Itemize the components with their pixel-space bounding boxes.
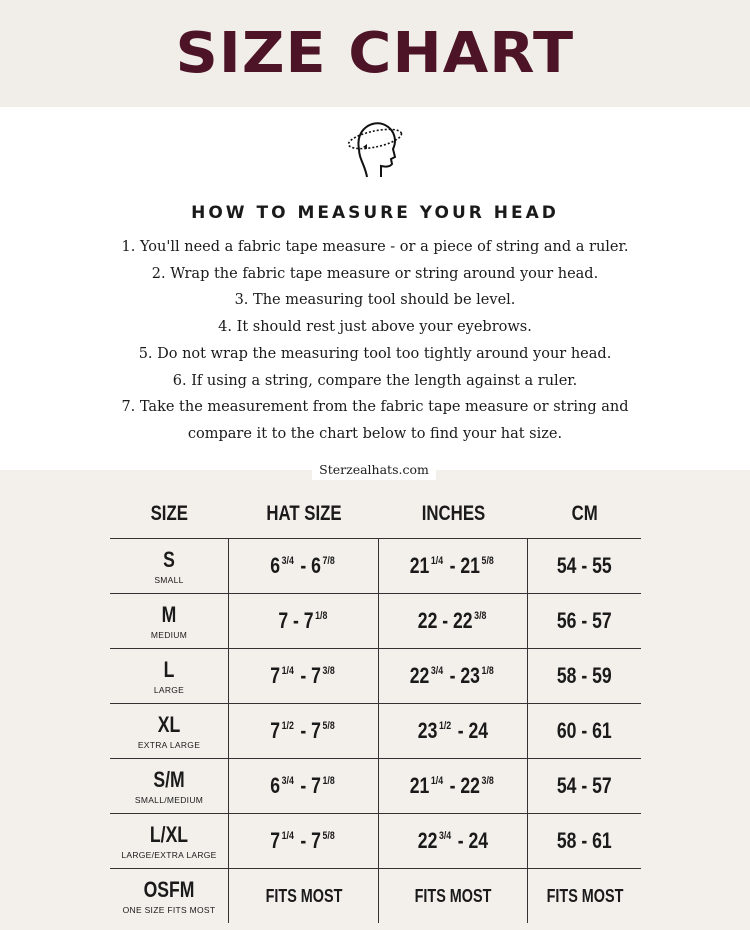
inches-value [410,663,496,689]
fraction: 3/4 [281,775,295,787]
table-row [110,814,641,869]
cm-cell [528,649,642,704]
inches-cell [379,539,528,594]
whole: - 23 [445,663,481,688]
hat-size-cell [229,704,379,759]
fraction: 3/8 [322,665,335,677]
step: 2. Wrap the fabric tape measure or string around your head. [151,265,599,282]
fraction: 3/8 [481,775,495,787]
inches-cell [379,759,528,814]
size-desc: SMALL/MEDIUM [134,794,204,805]
table-row [110,594,641,649]
size-code: S [163,546,175,572]
fraction: 3/8 [474,610,487,622]
fraction: 1/2 [281,720,295,732]
fraction: 1/4 [281,830,295,842]
whole: - 7 [295,663,322,688]
size-desc: EXTRA LARGE [137,739,201,750]
hat-size-cell [229,539,379,594]
size-desc: MEDIUM [150,629,188,640]
cm-cell [528,594,642,649]
size-desc: LARGE/EXTRA LARGE [121,849,217,860]
cm-cell [528,869,642,924]
inches-cell [379,869,528,924]
whole: - 7 [295,718,322,743]
fraction: 1/8 [322,775,335,787]
cm-value: 58 - 59 [557,663,612,688]
fraction: 5/8 [322,830,335,842]
hat-value [270,828,336,854]
hat-value [270,773,336,799]
size-cell [110,814,229,869]
whole: 7 - 7 [278,608,314,633]
fraction: 3/4 [281,555,295,567]
inches-value [418,718,488,744]
head-measure-icon [345,115,405,181]
fraction: 5/8 [322,720,335,732]
hat-size-cell [229,869,379,924]
size-code: M [161,601,177,627]
fits-most: FITS MOST [265,885,342,906]
size-code: L [163,656,175,682]
size-code: XL [157,711,181,737]
measure-steps [0,234,750,448]
hat-value [278,608,329,634]
size-cell [110,539,229,594]
fraction: 1/8 [314,610,328,622]
whole: 7 [270,828,281,853]
whole: - 24 [452,718,489,743]
fits-most: FITS MOST [546,885,623,906]
cm-value: 60 - 61 [557,718,612,743]
header-hat-size: HAT SIZE [265,502,342,525]
hat-value [270,663,336,689]
fraction: 1/2 [439,720,452,732]
size-desc: LARGE [153,684,185,695]
size-code: OSFM [143,876,195,902]
hat-size-cell [229,759,379,814]
whole: - 24 [452,828,489,853]
hat-size-cell [229,649,379,704]
size-cell [110,704,229,759]
whole: 6 [270,553,281,578]
fraction: 5/8 [481,555,495,567]
inches-value [418,828,488,854]
inches-cell [379,814,528,869]
cm-value: 54 - 55 [557,553,612,578]
size-cell [110,869,229,924]
table-row [110,539,641,594]
whole: - 22 [445,773,481,798]
whole: 7 [270,663,281,688]
cm-cell [528,759,642,814]
size-desc: SMALL [154,574,184,585]
whole: - 7 [295,773,322,798]
table-row [110,704,641,759]
table-row [110,759,641,814]
fraction: 3/4 [439,830,452,842]
inches-value [418,608,488,634]
fraction: 1/8 [481,665,495,677]
fraction: 3/4 [431,665,444,677]
hat-size-cell [229,594,379,649]
cm-value: 56 - 57 [557,608,612,633]
size-desc: ONE SIZE FITS MOST [122,904,216,915]
size-code: L/XL [149,821,189,847]
size-code: S/M [153,766,185,792]
inches-cell [379,594,528,649]
whole: - 21 [445,553,481,578]
whole: - 6 [295,553,322,578]
size-cell [110,594,229,649]
whole: 22 [417,828,438,853]
cm-value: 58 - 61 [557,828,612,853]
step: 7. Take the measurement from the fabric tape measure or string and [121,399,629,416]
step: 5. Do not wrap the measuring tool too tightly around your head. [138,345,612,362]
size-table [110,490,641,923]
fraction: 7/8 [322,555,335,567]
fraction: 1/4 [431,775,444,787]
whole: 7 [270,718,281,743]
whole: 21 [410,553,430,578]
table-row [110,869,641,924]
page-title: SIZE CHART [175,21,575,86]
inches-value [410,553,496,579]
measure-heading: HOW TO MEASURE YOUR HEAD [191,203,559,223]
inches-cell [379,649,528,704]
title-band [0,0,750,107]
whole: 22 [410,663,430,688]
whole: 23 [417,718,438,743]
step: compare it to the chart below to find your hat size. [187,425,563,442]
whole: 6 [270,773,281,798]
website-label: Sterzealhats.com [312,460,436,480]
header-inches: INCHES [421,502,485,525]
cm-cell [528,814,642,869]
whole: 22 - 22 [417,608,473,633]
inches-cell [379,704,528,759]
step: 4. It should rest just above your eyebrows. [218,319,532,336]
fraction: 1/4 [281,665,295,677]
step: 3. The measuring tool should be level. [234,292,516,309]
size-cell [110,649,229,704]
hat-size-cell [229,814,379,869]
hat-value [270,718,336,744]
step: 1. You'll need a fabric tape measure - or a piece of string and a ruler. [121,239,629,255]
cm-cell [528,704,642,759]
table-row [110,649,641,704]
header-cm: CM [571,502,598,525]
step: 6. If using a string, compare the length against a ruler. [172,372,578,389]
hat-value [270,553,336,579]
header-size: SIZE [150,502,188,525]
inches-value [410,773,496,799]
whole: 21 [410,773,430,798]
cm-cell [528,539,642,594]
size-cell [110,759,229,814]
fits-most: FITS MOST [414,885,492,906]
whole: - 7 [295,828,322,853]
fraction: 1/4 [431,555,444,567]
cm-value: 54 - 57 [557,773,612,798]
